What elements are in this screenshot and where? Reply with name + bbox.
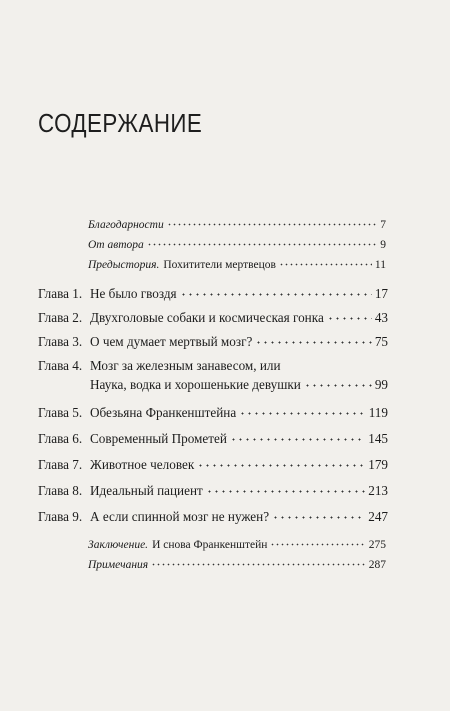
toc-chapter-1[interactable] bbox=[38, 285, 388, 302]
entry-subtitle: Похитители мертвецов bbox=[163, 258, 276, 271]
chapter-title-line2: Наука, водка и хорошенькие девушки bbox=[90, 377, 301, 393]
chapter-title: Животное человек bbox=[90, 457, 195, 473]
page-number: 145 bbox=[368, 431, 388, 447]
dot-leader bbox=[197, 456, 365, 469]
page-number: 275 bbox=[368, 538, 386, 551]
toc-entry-from-author[interactable] bbox=[88, 236, 386, 251]
dot-leader bbox=[279, 256, 372, 268]
dot-leader bbox=[206, 482, 365, 495]
toc-entry-conclusion[interactable] bbox=[88, 536, 386, 551]
dot-leader bbox=[327, 309, 372, 322]
dot-leader bbox=[255, 333, 371, 346]
chapter-title: О чем думает мертвый мозг? bbox=[90, 334, 253, 350]
page-number: 213 bbox=[368, 483, 388, 499]
page-title: СОДЕРЖАНИЕ bbox=[38, 108, 203, 138]
chapter-title: Идеальный пациент bbox=[90, 483, 203, 499]
toc-entry-acknowledgements[interactable] bbox=[88, 216, 386, 231]
entry-label: Предыстория. bbox=[88, 258, 160, 271]
toc-chapter-9[interactable] bbox=[38, 508, 388, 525]
dot-leader bbox=[147, 236, 377, 248]
page-number: 179 bbox=[368, 457, 388, 473]
chapter-number: Глава 6. bbox=[38, 431, 83, 447]
page-number: 7 bbox=[380, 218, 386, 231]
toc-chapter-2[interactable] bbox=[38, 309, 388, 326]
chapter-title-line1: Мозг за железным занавесом, или bbox=[90, 358, 281, 373]
page-number: 17 bbox=[374, 286, 388, 302]
dot-leader bbox=[180, 285, 372, 298]
toc-chapter-6[interactable] bbox=[38, 430, 388, 447]
chapter-number: Глава 3. bbox=[38, 334, 83, 350]
chapter-title: А если спинной мозг не нужен? bbox=[90, 509, 270, 525]
page-number: 99 bbox=[374, 377, 388, 393]
toc-chapter-7[interactable] bbox=[38, 456, 388, 473]
page-number: 119 bbox=[368, 405, 388, 421]
chapter-number: Глава 1. bbox=[38, 286, 83, 302]
entry-label: Примечания bbox=[88, 558, 149, 571]
chapter-number: Глава 9. bbox=[38, 509, 83, 525]
page-number: 287 bbox=[368, 558, 386, 571]
toc-entry-notes[interactable] bbox=[88, 556, 386, 571]
dot-leader bbox=[272, 508, 365, 521]
entry-label: Заключение. bbox=[88, 538, 149, 551]
toc-chapter-3[interactable] bbox=[38, 333, 388, 350]
dot-leader bbox=[151, 556, 366, 568]
page-number: 43 bbox=[374, 310, 388, 326]
entry-label: От автора bbox=[88, 238, 144, 251]
dot-leader bbox=[167, 216, 378, 228]
chapter-title: Обезьяна Франкенштейна bbox=[90, 405, 237, 421]
chapter-title: Не было гвоздя bbox=[90, 286, 177, 302]
toc-chapter-4[interactable] bbox=[38, 358, 281, 374]
chapter-number: Глава 7. bbox=[38, 457, 83, 473]
entry-label: Благодарности bbox=[88, 218, 164, 231]
entry-subtitle: И снова Франкенштейн bbox=[152, 538, 268, 551]
toc-chapter-4-continued[interactable] bbox=[90, 376, 388, 393]
dot-leader bbox=[270, 536, 365, 548]
toc-entry-prehistory[interactable] bbox=[88, 256, 386, 271]
toc-chapter-5[interactable] bbox=[38, 404, 388, 421]
chapter-number: Глава 2. bbox=[38, 310, 83, 326]
chapter-number: Глава 5. bbox=[38, 405, 83, 421]
page-number: 75 bbox=[374, 334, 388, 350]
page-number: 9 bbox=[380, 238, 386, 251]
dot-leader bbox=[239, 404, 365, 417]
chapter-title: Двухголовые собаки и космическая гонка bbox=[90, 310, 324, 326]
chapter-number: Глава 8. bbox=[38, 483, 83, 499]
dot-leader bbox=[304, 376, 372, 389]
dot-leader bbox=[230, 430, 365, 443]
toc-chapter-8[interactable] bbox=[38, 482, 388, 499]
page-number: 11 bbox=[374, 258, 386, 271]
page-number: 247 bbox=[368, 509, 388, 525]
chapter-title: Современный Прометей bbox=[90, 431, 227, 447]
chapter-number: Глава 4. bbox=[38, 358, 83, 373]
